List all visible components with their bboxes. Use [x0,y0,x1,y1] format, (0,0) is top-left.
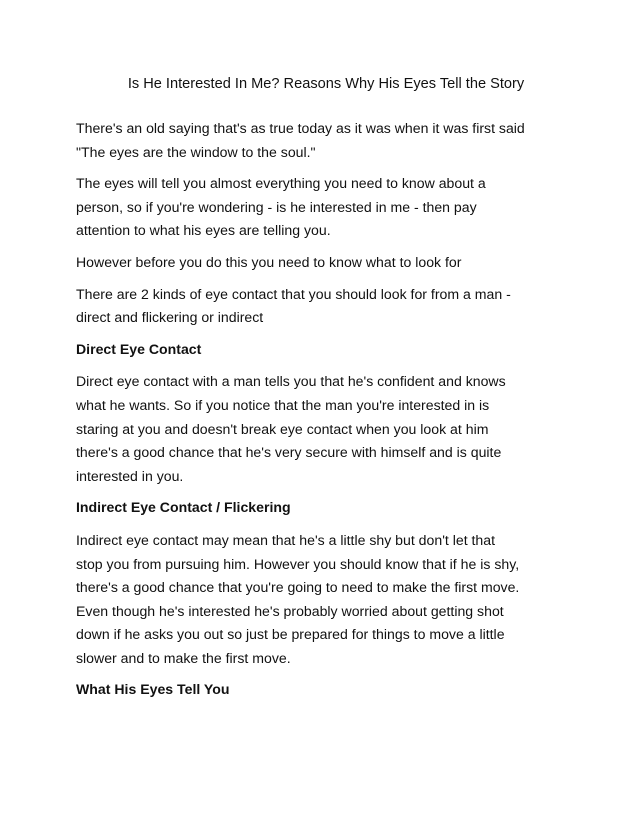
text-line: person, so if you're wondering - is he interested in me - then pay [76,198,477,215]
indirect-eye-contact-heading: Indirect Eye Contact / Flickering [76,499,291,516]
text-line: Even though he's interested he's probably worried about getting shot [76,602,504,619]
kinds-of-eye-contact-paragraph [76,283,576,330]
text-line: Indirect eye contact may mean that he's a little shy but don't let that [76,531,496,548]
text-line: there's a good chance that he's very secure with himself and is quite [76,444,502,461]
direct-eye-contact-paragraph [76,370,576,488]
text-line: slower and to make the first move. [76,649,291,666]
text-line: There are 2 kinds of eye contact that you should look for from a man - [76,285,511,302]
direct-eye-contact-heading: Direct Eye Contact [76,340,202,357]
text-line: attention to what his eyes are telling you. [76,222,331,239]
text-line: what he wants. So if you notice that the man you're interested in is [76,396,490,413]
text-line: there's a good chance that you're going to need to make the first move. [76,579,520,596]
document-title: Is He Interested In Me? Reasons Why His Eyes Tell the Story [127,76,525,92]
text-line: "The eyes are the window to the soul." [76,143,316,160]
eyes-tell-paragraph [76,172,576,243]
text-line: However before you do this you need to know what to look for [76,253,462,270]
what-to-look-for-paragraph [76,251,576,275]
text-line: staring at you and doesn't break eye contact when you look at him [76,420,489,437]
text-line: down if he asks you out so just be prepared for things to move a little [76,626,505,643]
indirect-eye-contact-paragraph [76,529,576,671]
text-line: stop you from pursuing him. However you should know that if he is shy, [76,555,520,572]
text-line: There's an old saying that's as true today as it was when it was first said [76,120,525,136]
what-his-eyes-tell-you-heading: What His Eyes Tell You [76,681,230,698]
text-line: direct and flickering or indirect [76,309,264,326]
intro-paragraph [76,117,576,164]
text-line: interested in you. [76,467,184,484]
text-line: Direct eye contact with a man tells you that he's confident and knows [76,373,506,390]
text-line: The eyes will tell you almost everything you need to know about a [76,175,486,192]
document-content [76,73,576,711]
